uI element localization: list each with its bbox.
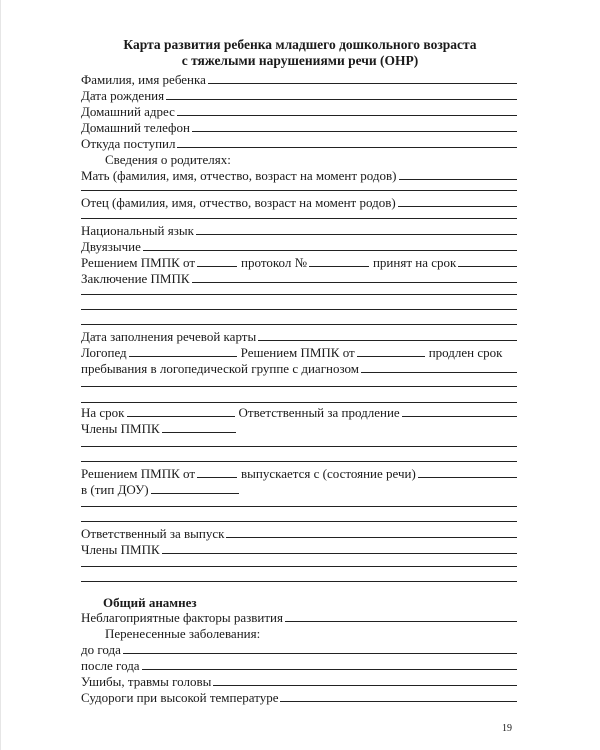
pmpk-members-2-label: Члены ПМПК — [81, 542, 160, 557]
pmpk-decision-2-label: Решением ПМПК от — [240, 345, 355, 360]
field-name[interactable] — [81, 72, 517, 87]
field-before-year[interactable] — [81, 642, 517, 657]
blank-line[interactable] — [81, 446, 517, 447]
pmpk-decision-3-label: Решением ПМПК от — [81, 466, 196, 481]
before-year-label: до года — [81, 642, 121, 657]
blank-line[interactable] — [81, 581, 517, 582]
blank-line[interactable] — [166, 99, 517, 100]
protocol-no-label: протокол № — [241, 255, 307, 270]
blank-line[interactable] — [81, 521, 517, 522]
field-name-label: Фамилия, имя ребенка — [81, 72, 206, 87]
field-pmpk-members-2[interactable] — [81, 542, 517, 557]
pmpk-members-label: Члены ПМПК — [81, 421, 160, 436]
blank-line[interactable] — [81, 309, 517, 310]
title-line-1: Карта развития ребенка младшего дошкольного возраста — [123, 37, 477, 52]
parents-info-heading — [81, 152, 541, 167]
blank-line[interactable] — [123, 653, 517, 654]
blank-line[interactable] — [402, 416, 517, 417]
field-dou-type[interactable] — [81, 482, 517, 497]
blank-line[interactable] — [177, 147, 517, 148]
blank-line[interactable] — [285, 621, 517, 622]
blank-line[interactable] — [361, 372, 517, 373]
blank-line[interactable] — [399, 179, 518, 180]
field-bilingualism-label: Двуязычие — [81, 239, 141, 254]
injuries-label: Ушибы, травмы головы — [81, 674, 212, 689]
blank-line[interactable] — [151, 493, 239, 494]
field-for-term[interactable] — [81, 405, 517, 420]
blank-line[interactable] — [398, 206, 517, 207]
field-national-language-label: Национальный язык — [81, 223, 194, 238]
past-diseases-label: Перенесенные заболевания: — [105, 626, 261, 641]
field-pmpk-release[interactable] — [81, 466, 517, 481]
blank-line[interactable] — [81, 506, 517, 507]
responsible-extension-label: Ответственный за продление — [238, 405, 400, 420]
accepted-for-label: принят на срок — [372, 255, 457, 270]
field-from-where-label: Откуда поступил — [81, 136, 176, 151]
field-birth-date-label: Дата рождения — [81, 88, 165, 103]
blank-line[interactable] — [129, 356, 237, 357]
field-responsible-release[interactable] — [81, 526, 517, 541]
field-pmpk-decision[interactable] — [81, 255, 517, 270]
dou-type-label: в (тип ДОУ) — [81, 482, 149, 497]
blank-line[interactable] — [81, 386, 517, 387]
convulsions-label: Судороги при высокой температуре — [81, 690, 279, 705]
blank-line[interactable] — [197, 477, 237, 478]
blank-line[interactable] — [213, 685, 517, 686]
field-injuries[interactable] — [81, 674, 517, 689]
field-card-fill-date[interactable] — [81, 329, 517, 344]
for-term-label: На срок — [81, 405, 125, 420]
blank-line[interactable] — [142, 669, 517, 670]
blank-line[interactable] — [143, 250, 517, 251]
field-home-phone-label: Домашний телефон — [81, 120, 190, 135]
field-mother[interactable] — [81, 168, 517, 183]
field-after-year[interactable] — [81, 658, 517, 673]
blank-line[interactable] — [81, 566, 517, 567]
blank-line[interactable] — [81, 324, 517, 325]
blank-line[interactable] — [418, 477, 517, 478]
blank-line[interactable] — [162, 553, 517, 554]
after-year-label: после года — [81, 658, 140, 673]
blank-line[interactable] — [192, 282, 517, 283]
blank-line[interactable] — [357, 356, 425, 357]
blank-line[interactable] — [177, 115, 517, 116]
field-father-label: Отец (фамилия, имя, отчество, возраст на момент родов) — [81, 195, 396, 210]
blank-line[interactable] — [196, 234, 517, 235]
pmpk-conclusion-label: Заключение ПМПК — [81, 271, 190, 286]
title-line-2: с тяжелыми нарушениями речи (ОНР) — [181, 53, 419, 68]
field-birth-date[interactable] — [81, 88, 517, 103]
blank-line[interactable] — [258, 340, 517, 341]
blank-line[interactable] — [81, 294, 517, 295]
field-unfavorable-factors[interactable] — [81, 610, 517, 625]
blank-line[interactable] — [197, 266, 237, 267]
blank-line[interactable] — [81, 218, 517, 219]
blank-line[interactable] — [192, 131, 517, 132]
blank-line[interactable] — [226, 537, 517, 538]
speech-therapist-label: Логопед — [81, 345, 127, 360]
field-home-address[interactable] — [81, 104, 517, 119]
field-bilingualism[interactable] — [81, 239, 517, 254]
field-convulsions[interactable] — [81, 690, 517, 705]
field-stay-in-group[interactable] — [81, 361, 517, 376]
unfavorable-factors-label: Неблагоприятные факторы развития — [81, 610, 283, 625]
blank-line[interactable] — [208, 83, 517, 84]
field-pmpk-conclusion[interactable] — [81, 271, 517, 286]
extended-term-label: продлен срок — [428, 345, 503, 360]
field-speech-therapist[interactable] — [81, 345, 517, 360]
blank-line[interactable] — [127, 416, 235, 417]
field-father[interactable] — [81, 195, 517, 210]
parents-info-label: Сведения о родителях: — [105, 152, 231, 167]
field-from-where[interactable] — [81, 136, 517, 151]
field-mother-label: Мать (фамилия, имя, отчество, возраст на момент родов) — [81, 168, 397, 183]
blank-line[interactable] — [81, 402, 517, 403]
released-state-label: выпускается с (состояние речи) — [241, 466, 416, 481]
blank-line[interactable] — [280, 701, 517, 702]
field-home-phone[interactable] — [81, 120, 517, 135]
stay-in-group-label: пребывания в логопедической группе с диагнозом — [81, 361, 360, 376]
past-diseases-heading — [81, 626, 541, 641]
field-pmpk-members[interactable] — [81, 421, 517, 436]
blank-line[interactable] — [162, 432, 236, 433]
anamnesis-heading: Общий анамнез — [103, 595, 197, 610]
field-national-language[interactable] — [81, 223, 517, 238]
card-fill-date-label: Дата заполнения речевой карты — [81, 329, 257, 344]
page-number: 19 — [502, 723, 512, 734]
blank-line[interactable] — [309, 266, 369, 267]
responsible-release-label: Ответственный за выпуск — [81, 526, 225, 541]
blank-line[interactable] — [458, 266, 517, 267]
pmpk-decision-label: Решением ПМПК от — [81, 255, 196, 270]
field-home-address-label: Домашний адрес — [81, 104, 175, 119]
blank-line[interactable] — [81, 190, 517, 191]
blank-line[interactable] — [81, 461, 517, 462]
